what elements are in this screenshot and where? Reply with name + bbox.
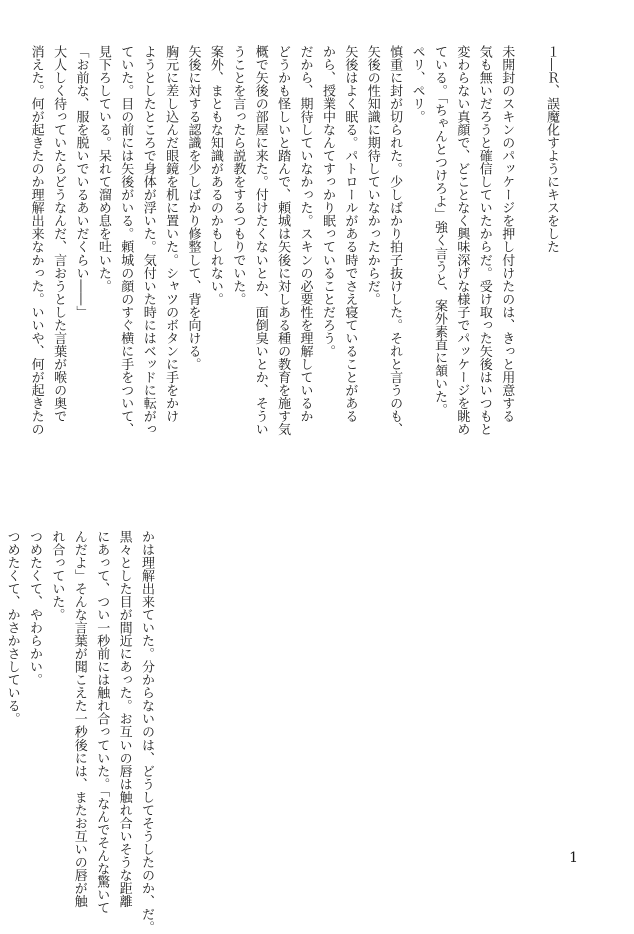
text-column: 胸元に差し込んだ眼鏡を机に置いた。シャツのボタンに手をかけ xyxy=(159,45,181,573)
text-column: うことを言ったら説教をするつもりでいた。 xyxy=(226,45,248,573)
text-column: ていた。目の前には矢後がいる。頼城の顔のすぐ横に手をついて、 xyxy=(114,45,136,573)
lower-text-block xyxy=(0,530,157,760)
text-column: だから、期待していなかった。スキンの必要性を理解しているか xyxy=(293,45,315,573)
text-column: 案外、まともな知識があるのかもしれない。 xyxy=(204,45,226,573)
upper-text-block xyxy=(24,45,562,573)
text-column: 気も無いだろうと確信していたからだ。受け取った矢後はいつもと xyxy=(472,45,494,573)
text-column: 黒々とした目が間近にあった。お互いの唇は触れ合いそうな距離 xyxy=(112,530,134,760)
text-column: 矢後の性知識に期待していなかったからだ。 xyxy=(360,45,382,573)
text-column: れ合っていた。 xyxy=(45,530,67,760)
text-column: 消えた。何が起きたのか理解出来なかった。いいや、何が起きたの xyxy=(24,45,46,573)
text-column: んだよ」そんな言葉が聞こえた一秒後には、またお互いの唇が触 xyxy=(67,530,89,760)
text-column: どうかも怪しいと踏んで、頼城は矢後に対しある種の教育を施す気 xyxy=(271,45,293,573)
text-column: つめたくて、やわらかい。 xyxy=(23,530,45,760)
text-column: ている。「ちゃんとつけろよ」強く言うと、案外素直に頷いた。 xyxy=(428,45,450,573)
text-column: かは理解出来ていた。分からないのは、どうしてそうしたのか、だ。 xyxy=(135,530,157,760)
text-column: 「お前な、服を脱いでいるあいだくらい――」 xyxy=(69,45,91,573)
text-column: 変わらない真顔で、どことなく興味深げな様子でパッケージを眺め xyxy=(450,45,472,573)
text-column: から、授業中なんてすっかり眠っていることだろう。 xyxy=(316,45,338,573)
text-column: 大人しく待っていたらどうなんだ、言おうとした言葉が喉の奥で xyxy=(47,45,69,573)
text-column: つめたくて、かさかさしている。 xyxy=(0,530,22,760)
text-column: ようとしたところで身体が浮いた。気付いた時にはベッドに転がっ xyxy=(136,45,158,573)
text-column: 未開封のスキンのパッケージを押し付けたのは、きっと用意する xyxy=(495,45,517,573)
text-column: 見下ろしている。呆れて溜め息を吐いた。 xyxy=(91,45,113,573)
text-column: 矢後はよく眠る。パトロールがある時でさえ寝ていることがある xyxy=(338,45,360,573)
page-number: 1 xyxy=(569,850,578,866)
text-column: 矢後に対する認識を少しばかり修整して、背を向ける。 xyxy=(181,45,203,573)
text-column: ペリ、ペリ。 xyxy=(405,45,427,573)
text-column xyxy=(517,45,539,573)
text-column: 概で矢後の部屋に来た。付けたくないとか、面倒臭いとか、そうい xyxy=(248,45,270,573)
text-column: にあって、つい一秒前には触れ合っていた。「なんでそんな驚いて xyxy=(90,530,112,760)
text-column: １―Ｒ、誤魔化すようにキスをした xyxy=(540,45,562,573)
text-column: 慎重に封が切られた。少しばかり拍子抜けした。それと言うのも、 xyxy=(383,45,405,573)
